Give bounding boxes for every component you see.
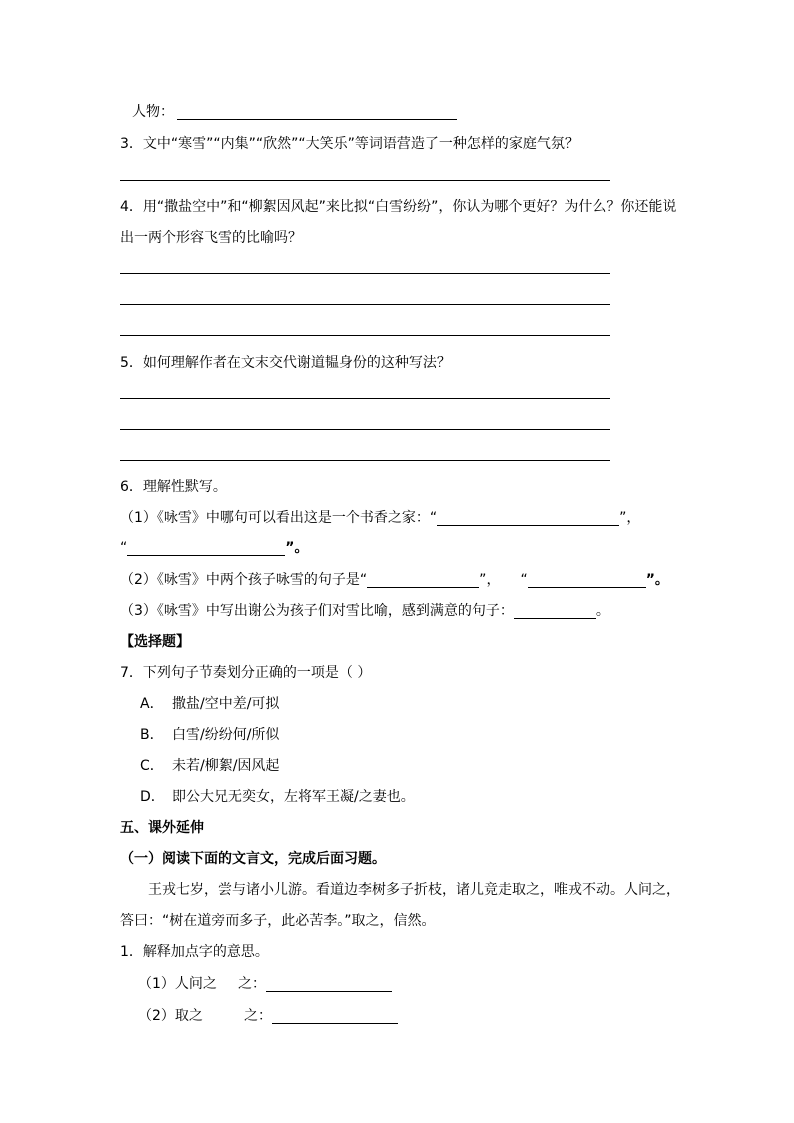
item-3-suffix: 。 bbox=[595, 603, 610, 619]
open-quote: “ bbox=[359, 572, 368, 588]
item-3-prefix: （3）《咏雪》中写出谢公为孩子们对雪比喻，感到满意的句子： bbox=[120, 603, 514, 619]
item-2-prefix: （2）《咏雪》中两个孩子咏雪的句子是 bbox=[120, 572, 360, 588]
passage-line-2: 答曰：“树在道旁而多子，此必苦李。”取之，信然。 bbox=[120, 913, 436, 929]
open-quote: “ bbox=[520, 572, 528, 588]
item-2-blank-1[interactable] bbox=[367, 571, 479, 588]
question-6-item-2 bbox=[120, 570, 669, 590]
q1-item-label: 之： bbox=[238, 976, 266, 992]
option-letter: D． bbox=[140, 789, 165, 805]
q1-item-phrase: （2）取之 bbox=[138, 1008, 203, 1024]
q1-item-phrase: （1）人问之 bbox=[138, 976, 217, 992]
separator: ， bbox=[486, 572, 501, 588]
question-5-answer-line-1[interactable] bbox=[120, 398, 610, 399]
item-2-blank-2[interactable] bbox=[528, 571, 646, 588]
question-3-answer-line[interactable] bbox=[120, 180, 610, 181]
person-label: 人物： bbox=[132, 104, 174, 120]
section-5-q1-title: 1．解释加点字的意思。 bbox=[120, 944, 269, 960]
person-answer-line[interactable] bbox=[177, 119, 457, 120]
q1-item-2 bbox=[138, 1006, 398, 1026]
question-4-line-1: 4．用“撒盐空中”和“柳絮因风起”来比拟“白雪纷纷”，你认为哪个更好？为什么？你还能说 bbox=[120, 199, 677, 215]
option-letter: A． bbox=[140, 696, 164, 712]
item-1-blank-2[interactable] bbox=[127, 539, 285, 556]
q1-item-1 bbox=[138, 974, 392, 994]
close-quote: ”， bbox=[619, 510, 641, 526]
question-4-answer-line-2[interactable] bbox=[120, 304, 610, 305]
item-3-blank[interactable] bbox=[514, 602, 596, 619]
option-c[interactable] bbox=[140, 756, 279, 776]
question-4-answer-line-3[interactable] bbox=[120, 335, 610, 336]
option-letter: C． bbox=[140, 758, 164, 774]
option-b[interactable] bbox=[140, 725, 279, 745]
option-text: 未若/柳絮/因风起 bbox=[172, 758, 280, 774]
q1-item-1-blank[interactable] bbox=[266, 975, 392, 992]
close-quote: ”。 bbox=[645, 572, 669, 588]
question-5-answer-line-3[interactable] bbox=[120, 460, 610, 461]
question-6-item-3 bbox=[120, 601, 610, 621]
question-4-line-2: 出一两个形容飞雪的比喻吗？ bbox=[120, 230, 302, 246]
close-quote: ”。 bbox=[285, 540, 309, 556]
question-6-item-1-cont bbox=[120, 538, 308, 558]
section-5-subtitle: （一）阅读下面的文言文，完成后面习题。 bbox=[120, 851, 386, 867]
item-1-blank-1[interactable] bbox=[437, 509, 619, 526]
q1-item-label: 之： bbox=[244, 1008, 272, 1024]
item-1-prefix: （1）《咏雪》中哪句可以看出这是一个书香之家： bbox=[120, 510, 430, 526]
open-quote: “ bbox=[120, 540, 128, 556]
option-text: 撒盐/空中差/可拟 bbox=[172, 696, 280, 712]
passage-line-1: 王戎七岁，尝与诸小儿游。看道边李树多子折枝，诸儿竞走取之，唯戎不动。人问之， bbox=[148, 882, 680, 898]
option-text: 白雪/纷纷何/所似 bbox=[172, 727, 280, 743]
question-3: 3．文中“寒雪”“内集”“欣然”“大笑乐”等词语营造了一种怎样的家庭气氛？ bbox=[120, 136, 579, 152]
question-7: 7．下列句子节奏划分正确的一项是（ ） bbox=[120, 665, 372, 681]
section-choice-title: 【选择题】 bbox=[120, 634, 190, 650]
question-6-item-1 bbox=[120, 508, 640, 528]
option-text: 即公大兄无奕女，左将军王凝/之妻也。 bbox=[172, 789, 415, 805]
open-quote: “ bbox=[429, 510, 438, 526]
option-a[interactable] bbox=[140, 694, 279, 714]
option-letter: B． bbox=[140, 727, 164, 743]
option-d[interactable] bbox=[140, 787, 415, 807]
question-4-answer-line-1[interactable] bbox=[120, 273, 610, 274]
question-5: 5．如何理解作者在文末交代谢道韫身份的这种写法？ bbox=[120, 355, 451, 371]
close-quote-mark: ” bbox=[479, 572, 487, 588]
q1-item-2-blank[interactable] bbox=[272, 1007, 398, 1024]
section-5-title: 五、课外延伸 bbox=[120, 820, 204, 836]
question-5-answer-line-2[interactable] bbox=[120, 429, 610, 430]
question-6-title: 6．理解性默写。 bbox=[120, 479, 227, 495]
